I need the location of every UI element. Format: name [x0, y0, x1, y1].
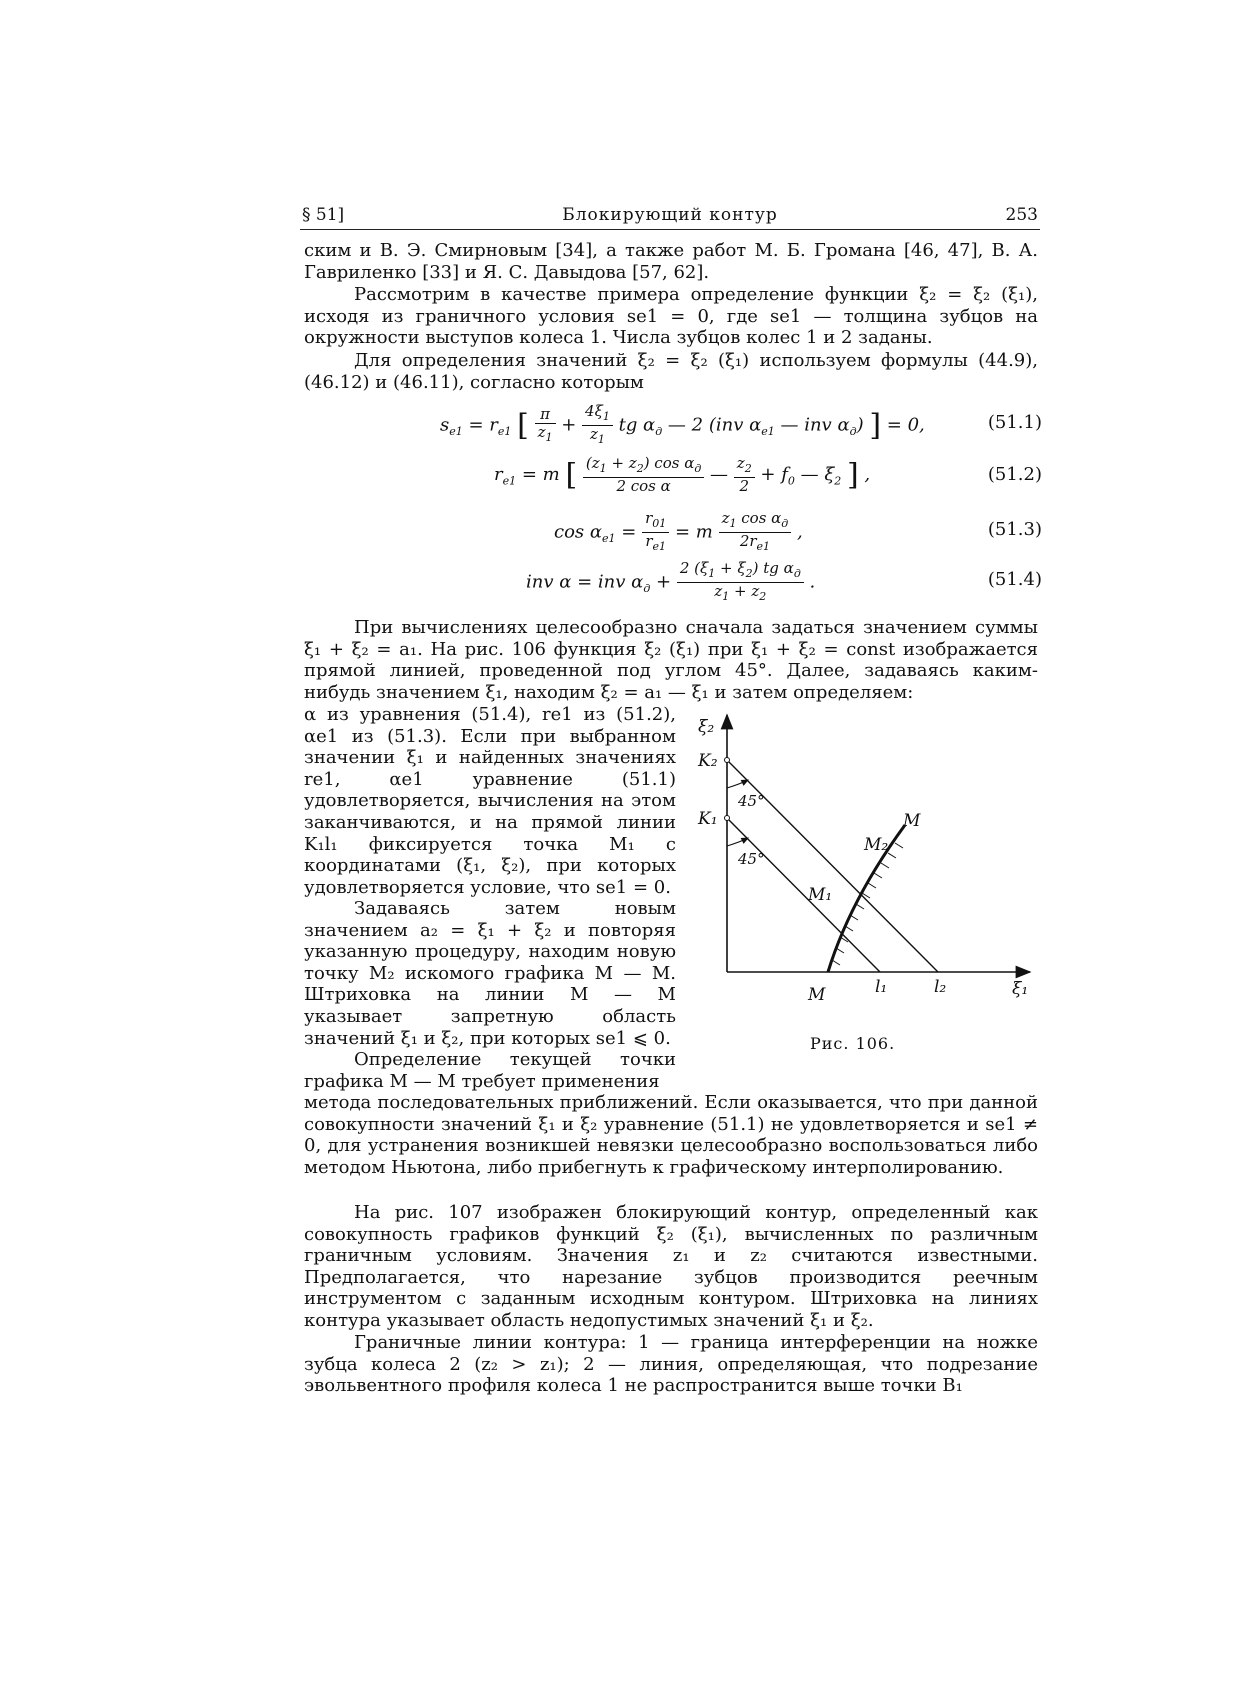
paragraph-formulas-intro: Для определения значений ξ₂ = ξ₂ (ξ₁) используем формулы (44.9), (46.12) и (46.11), согласно которым [304, 350, 1038, 393]
paragraph-method-start: Определение текущей точки графика M — M требует применения [304, 1049, 676, 1092]
equation-number: (51.4) [987, 569, 1042, 590]
paragraph-boundary-lines: Граничные линии контура: 1 — граница интерференции на ножке зубца колеса 2 (z₂ > z₁); 2 — линия, определяющая, что подрезание эвольвентного профиля колеса 1 не распространится выше точки B₁ [304, 1332, 1038, 1397]
label-k1: K₁ [698, 809, 718, 829]
equation-51-3 [304, 509, 1042, 553]
curve-hatching [832, 843, 903, 965]
label-angle-upper: 45° [738, 792, 765, 810]
paragraph-example: Рассмотрим в качестве примера определение функции ξ₂ = ξ₂ (ξ₁), исходя из граничного условия sе1 = 0, где sе1 — толщина зубцов на окружности выступов колеса 1. Числа зубцов колес 1 и 2 заданы. [304, 284, 1038, 349]
running-header [300, 205, 1040, 230]
label-l1: l₁ [875, 977, 888, 997]
paragraph-new-point: Задаваясь затем новым значением a₂ = ξ₁ + ξ₂ и повторяя указанную процедуру, находим новую точку M₂ искомого графика M — M. Штриховка на линии M — M указывает запретную область значений ξ₁ и ξ₂, при которых sе1 ⩽ 0. [304, 898, 676, 1049]
equation-formula: $r_{e1} = m$ [ $\frac{(z_1 + z_2) \cos \alpha_д}{\text{2 cos α}}$ — $\frac{z_2}{2}$ + $f_0$ — $\xi_2$ ] , [494, 454, 871, 495]
equation-51-4 [304, 559, 1042, 603]
label-m-top: M [903, 811, 921, 831]
equation-number: (51.3) [987, 519, 1042, 540]
running-title: Блокирующий контур [562, 205, 778, 225]
section-number: § 51] [302, 205, 345, 225]
label-m2: M₂ [864, 835, 889, 855]
equation-51-1 [304, 402, 1042, 446]
label-m1: M₁ [808, 885, 833, 905]
label-xi1: ξ₁ [1012, 979, 1029, 999]
paragraph-references: ским и В. Э. Смирновым [34], а также работ М. Б. Громана [46, 47], В. А. Гавриленко [33] и Я. С. Давыдова [57, 62]. [304, 240, 1038, 283]
equation-formula: $s_{e1} = r_{e1}$ [ $\frac{\pi}{z_1}$ + $\frac{4\xi_1}{z_1}$ tg $\alpha_д$ — 2 (inv $\alpha_{e1}$ — inv $\alpha_д$) ] = 0, [440, 402, 925, 446]
angle-arc-upper [727, 780, 748, 788]
equation-51-2 [304, 455, 1042, 495]
point-k2 [725, 758, 730, 763]
equation-number: (51.1) [987, 412, 1042, 433]
line-k1-l1 [727, 818, 880, 972]
equation-number: (51.2) [987, 464, 1042, 485]
label-xi2: ξ₂ [698, 717, 715, 737]
paragraph-iteration: α из уравнения (51.4), rе1 из (51.2), αе1 из (51.3). Если при выбранном значении ξ₁ и найденных значениях rе1, αе1 уравнение (51.1) удовлетворяется, вычисления на этом заканчиваются, и на прямой линии K₁l₁ фиксируется точка M₁ с координатами (ξ₁, ξ₂), при которых удовлетворяется условие, что sе1 = 0. [304, 704, 676, 898]
figure-caption: Рис. 106. [810, 1034, 896, 1053]
equation-formula: inv α = inv $\alpha_д$ + $\frac{2 (\xi_1 + \xi_2) tg \alpha_д}{z_1 + z_2}$ . [526, 559, 816, 603]
angle-arc-lower [727, 838, 748, 846]
label-angle-lower: 45° [738, 850, 765, 868]
paragraph-newton: метода последовательных приближений. Если оказывается, что при данной совокупности значений ξ₁ и ξ₂ уравнение (51.1) не удовлетворяется и sе1 ≠ 0, для устранения возникшей невязки целесообразно воспользоваться либо методом Ньютона, либо прибегнуть к графическому интерполированию. [304, 1092, 1038, 1178]
paragraph-figure-107: На рис. 107 изображен блокирующий контур, определенный как совокупность графиков функций ξ₂ (ξ₁), вычисленных по различным граничным условиям. Значения z₁ и z₂ считаются известными. Предполагается, что нарезание зубцов производится реечным инструментом с заданным исходным контуром. Штриховка на линиях контура указывает область недопустимых значений ξ₁ и ξ₂. [304, 1202, 1038, 1331]
label-m-bottom: M [808, 985, 826, 1005]
page-number: 253 [1005, 205, 1038, 225]
label-k2: K₂ [698, 751, 718, 771]
equation-formula: $\cos \alpha_{e1}$ = $\frac{r_{01}}{r_{e1}}$ = m $\frac{z_1 \cos \alpha_д}{2r_{e1}}$ , [554, 509, 803, 553]
point-k1 [725, 816, 730, 821]
label-l2: l₂ [934, 977, 947, 997]
paragraph-calculation: При вычислениях целесообразно сначала задаться значением суммы ξ₁ + ξ₂ = a₁. На рис. 106 функция ξ₂ (ξ₁) при ξ₁ + ξ₂ = const изображается прямой линией, проведенной под углом 45°. Далее, задаваясь каким-нибудь значением ξ₁, находим ξ₂ = a₁ — ξ₁ и затем определяем: [304, 617, 1038, 703]
figure-106 [690, 710, 1050, 1020]
